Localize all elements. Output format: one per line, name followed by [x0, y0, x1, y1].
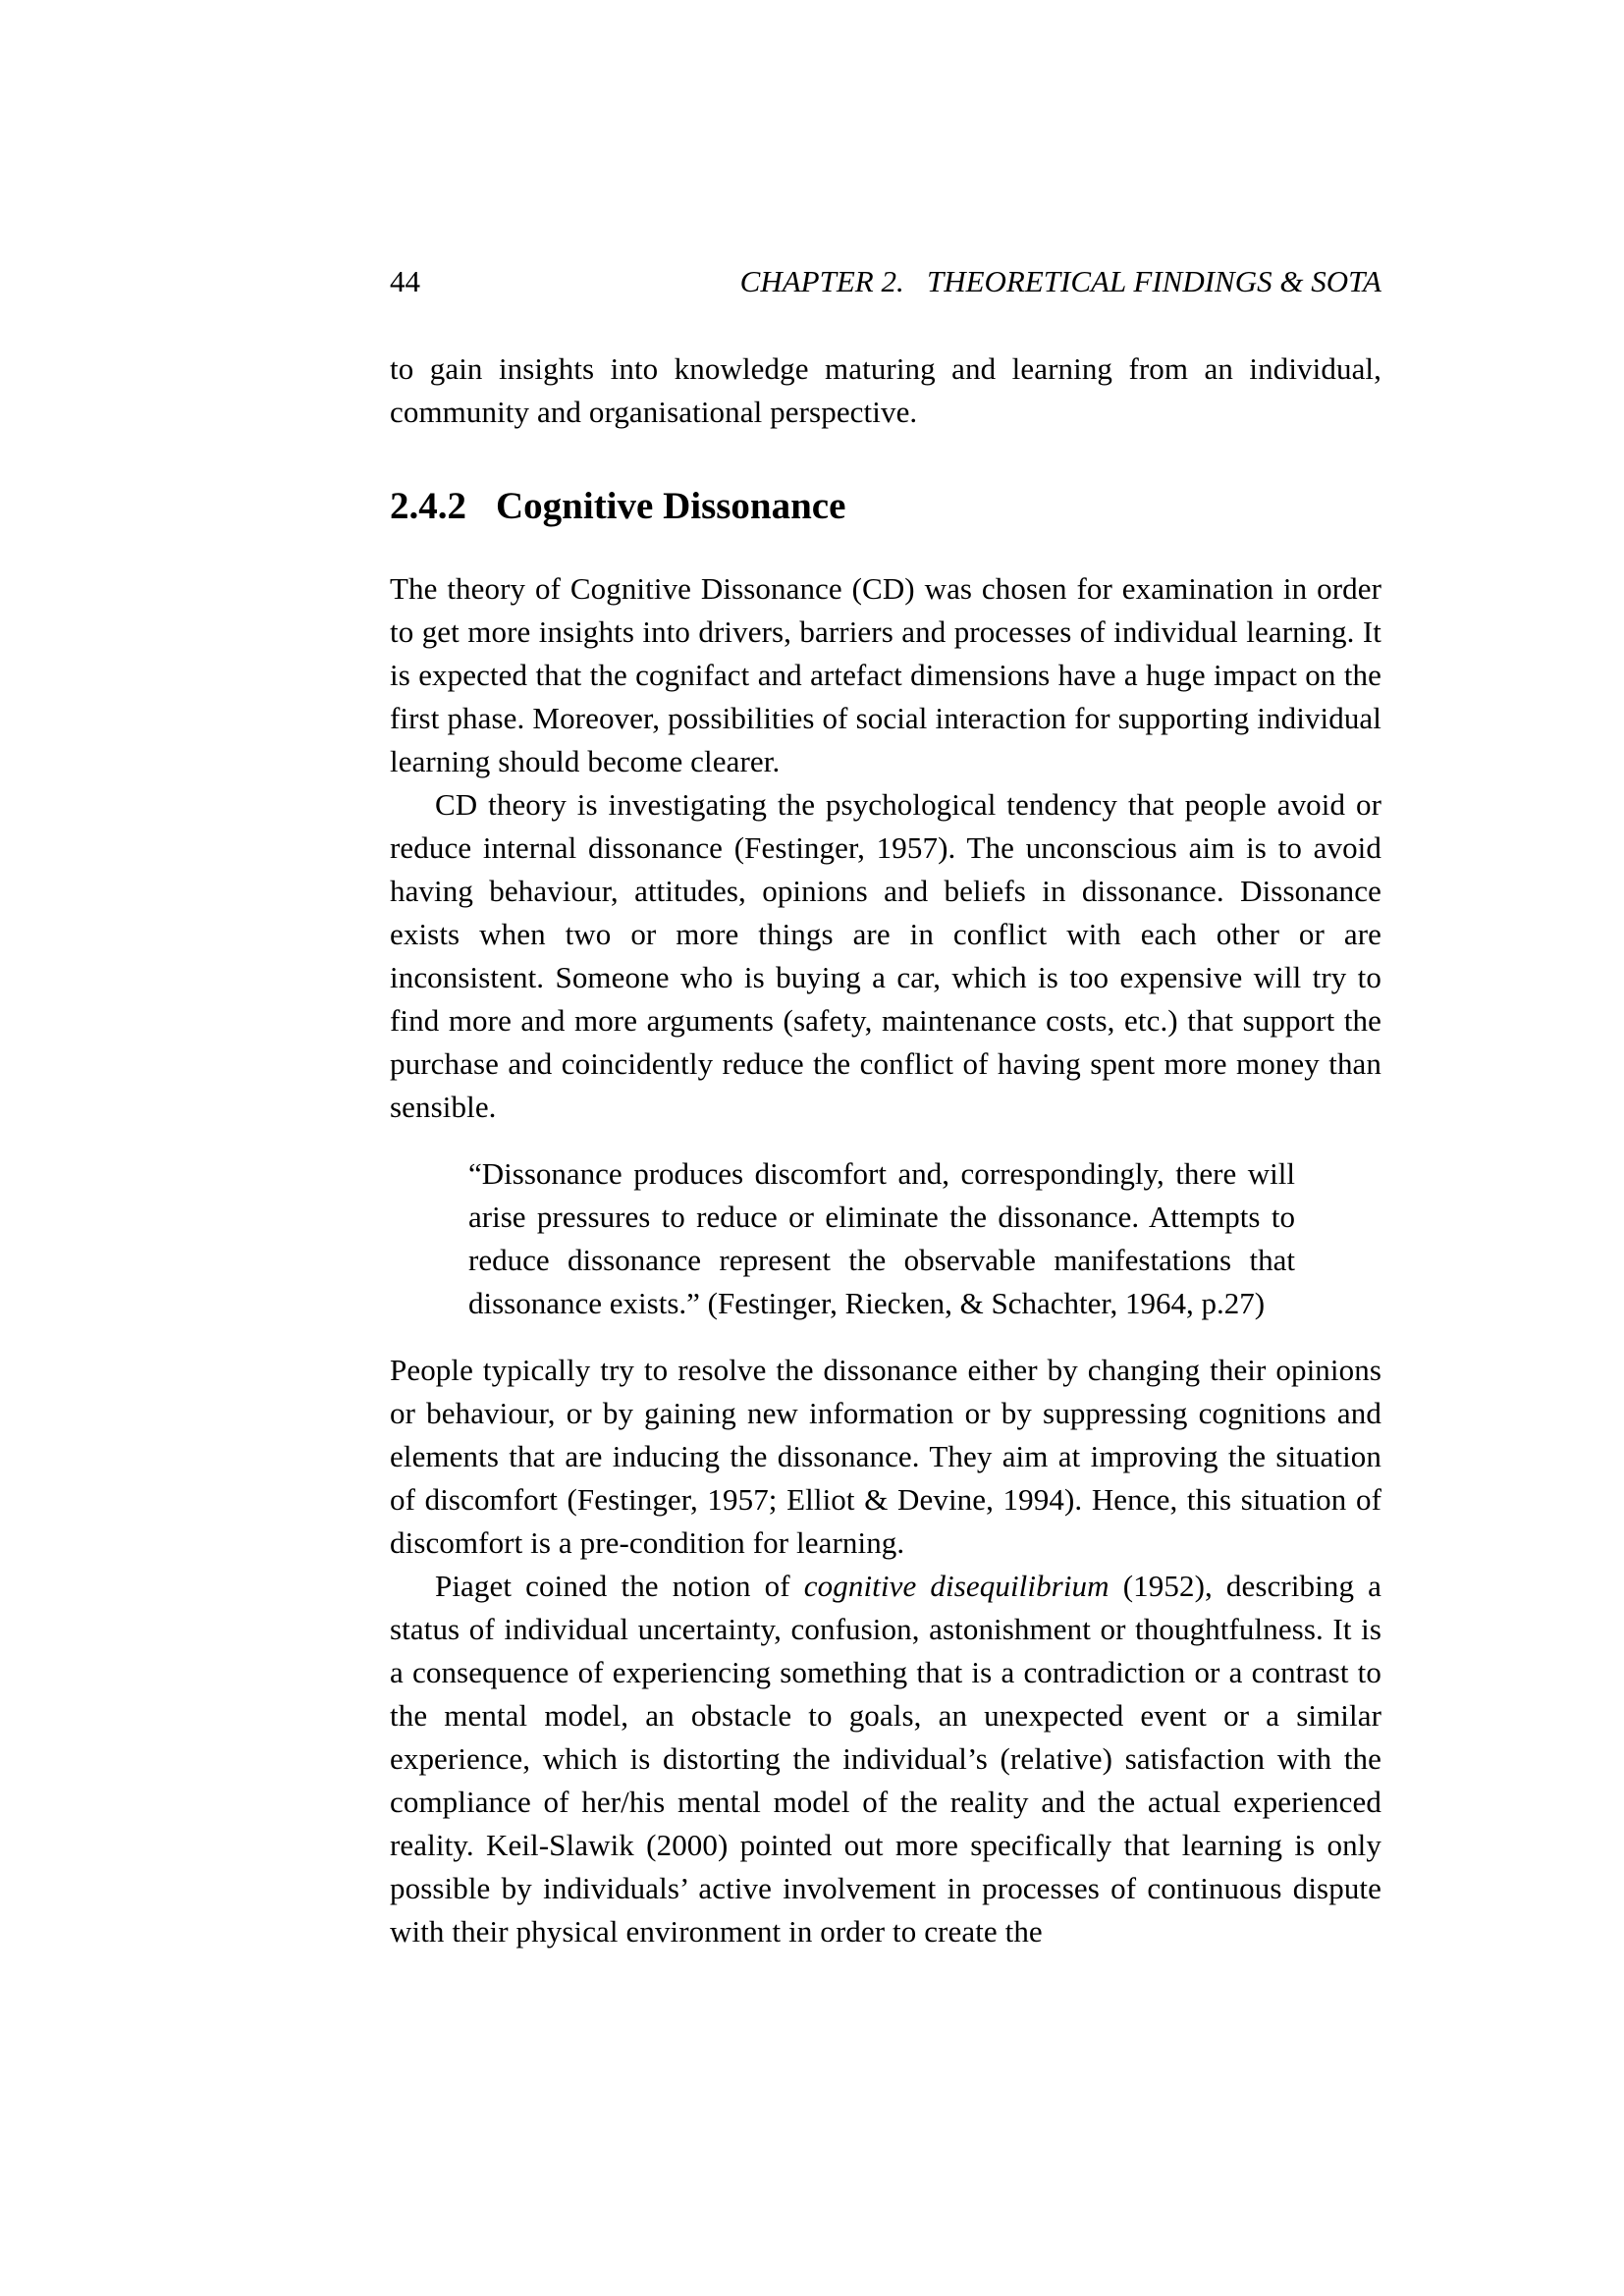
paragraph-intro: to gain insights into knowledge maturing and learning from an individual, community and organisational perspective. — [390, 351, 1381, 429]
section-title: Cognitive Dissonance — [496, 485, 846, 527]
page-number: 44 — [390, 264, 420, 298]
term-cognitive-disequilibrium: cognitive disequilibrium — [803, 1569, 1110, 1603]
paragraph-theory: The theory of Cognitive Dissonance (CD) was chosen for examination in order to get more insights into drivers, barriers and processes of individual learning. It is expected that the cognifact and artefact dimensions have a huge impact on the first phase. Moreover, possibilities of social interaction for supporting individual learning should become clearer. — [390, 571, 1381, 778]
section-heading — [390, 485, 1381, 528]
quote-text: “Dissonance produces discomfort and, correspondingly, there will arise pressures to reduce or eliminate the dissonance. Attempts to reduce dissonance represent the observable manifestations that dissonance exists.” — [468, 1156, 1295, 1320]
block-quote — [468, 1152, 1295, 1325]
paragraph-piaget — [390, 1565, 1381, 1953]
piaget-text-after: (1952), describing a status of individual uncertainty, confusion, astonishment or thoughtfulness. It is a consequence of experiencing something that is a contradiction or a contrast to the mental model, an obstacle to goals, an unexpected event or a similar experience, which is distorting the individual’s (relative) satisfaction with the compliance of her/his mental model of the reality and the actual experienced reality. Keil-Slawik (2000) pointed out more specifically that learning is only possible by individuals’ active involvement in processes of continuous dispute with their physical environment in order to create the — [390, 1569, 1382, 1949]
paragraph-resolution: People typically try to resolve the dissonance either by changing their opinions or behaviour, or by gaining new information or by suppressing cognitions and elements that are inducing the dissonance. They aim at improving the situation of discomfort (Festinger, 1957; Elliot & Devine, 1994). Hence, this situation of discomfort is a pre-condition for learning. — [390, 1353, 1381, 1560]
piaget-text-before: Piaget coined the notion of — [435, 1569, 804, 1603]
paragraph-cd-theory: CD theory is investigating the psychological tendency that people avoid or reduce internal dissonance (Festinger, 1957). The unconscious aim is to avoid having behaviour, attitudes, opinions and beliefs in dissonance. Dissonance exists when two or more things are in conflict with each other or are inconsistent. Someone who is buying a car, which is too expensive will try to find more and more arguments (safety, maintenance costs, etc.) that support the purchase and coincidently reduce the conflict of having spent more money than sensible. — [390, 787, 1381, 1124]
text-block — [390, 263, 1381, 1953]
section-number: 2.4.2 — [390, 485, 466, 527]
running-header-title: CHAPTER 2. THEORETICAL FINDINGS & SOTA — [739, 264, 1381, 298]
quote-citation: (Festinger, Riecken, & Schachter, 1964, p.27) — [707, 1286, 1266, 1320]
running-head — [390, 263, 1381, 300]
